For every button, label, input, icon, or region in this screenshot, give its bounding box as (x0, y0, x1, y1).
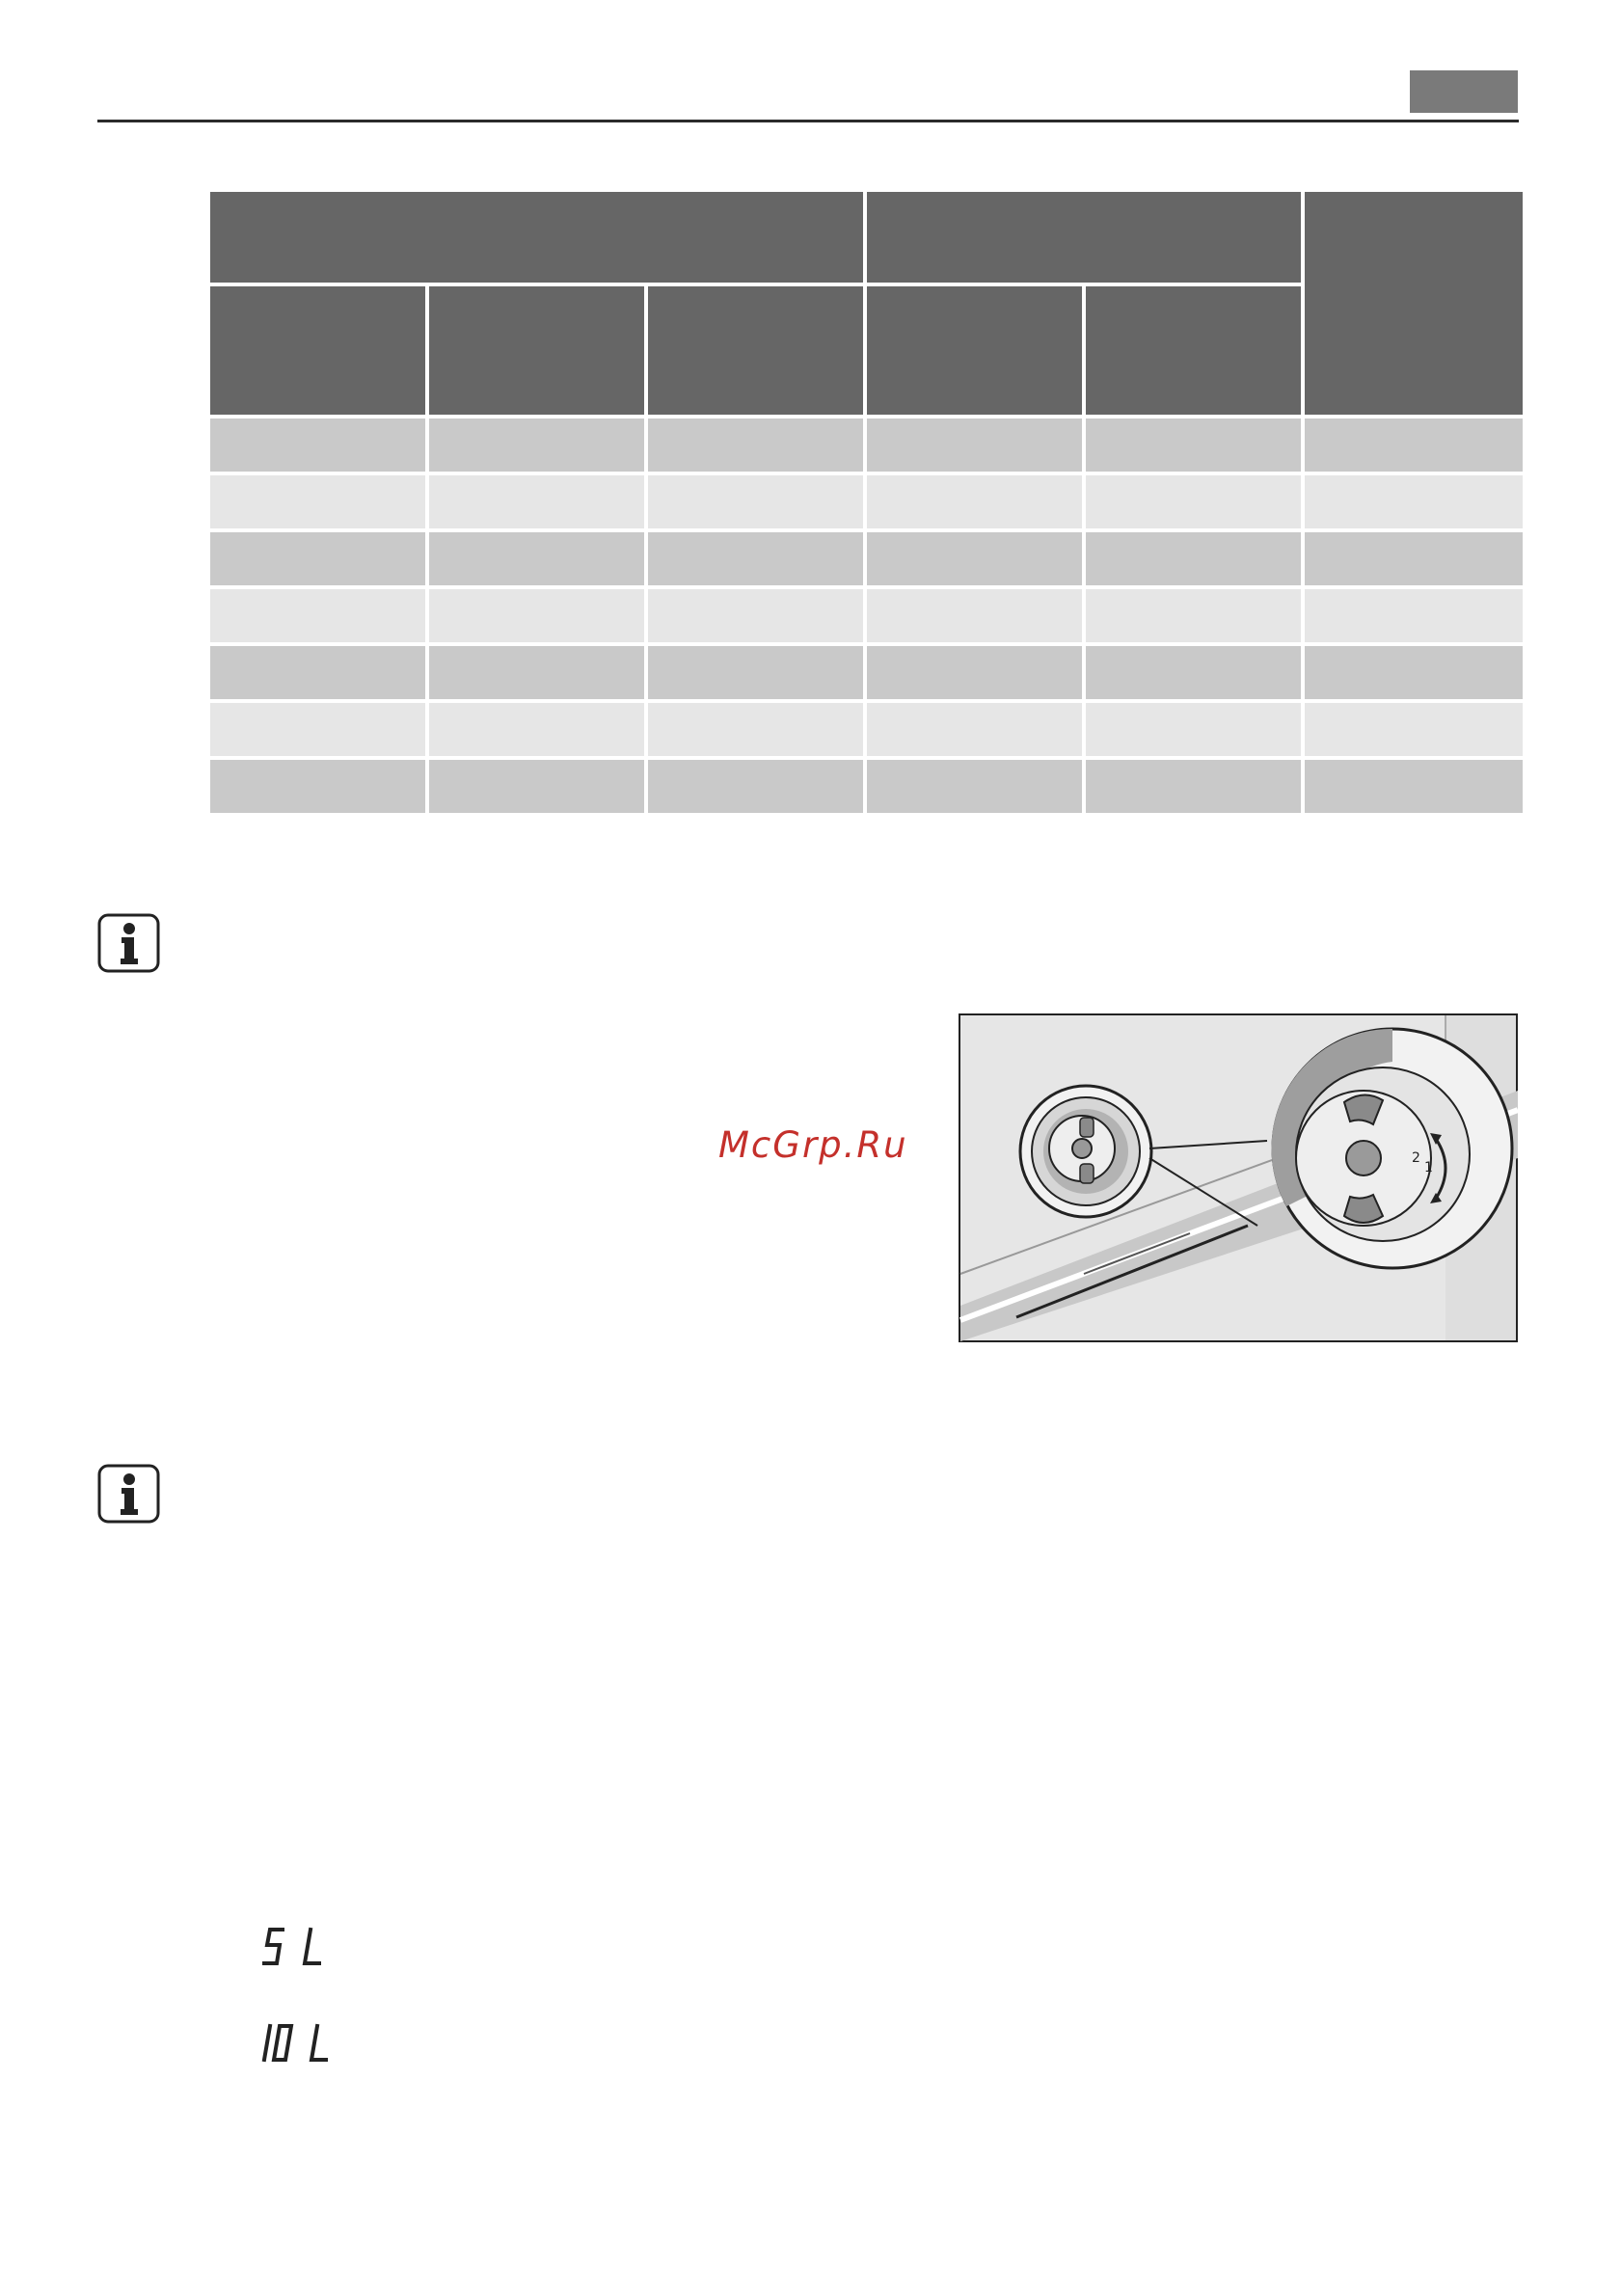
table-cell (429, 703, 644, 756)
info-icon (97, 1464, 160, 1524)
table-header-cell (210, 286, 425, 415)
table-cell (210, 760, 425, 813)
table-cell (1305, 760, 1523, 813)
table-header-cell (648, 286, 863, 415)
water-hardness-table (206, 188, 1526, 817)
table-cell (1305, 703, 1523, 756)
table-cell (1086, 589, 1301, 642)
water-softener-dial-illustration (959, 1013, 1518, 1342)
table-cell (429, 532, 644, 585)
table-cell (648, 589, 863, 642)
table-cell (648, 703, 863, 756)
table-cell (648, 760, 863, 813)
table-header-cell (867, 286, 1082, 415)
table-cell (1305, 475, 1523, 528)
table-row (210, 703, 1523, 756)
table-cell (1086, 646, 1301, 699)
table-cell (429, 589, 644, 642)
table-cell (1305, 532, 1523, 585)
table-cell (867, 760, 1082, 813)
table-cell (1086, 760, 1301, 813)
table-row (210, 646, 1523, 699)
info-icon (97, 913, 160, 973)
dial-mark-2: 2 (1412, 1150, 1420, 1166)
table-cell (1086, 532, 1301, 585)
table-cell (867, 703, 1082, 756)
table-cell (648, 419, 863, 472)
header-rule (97, 120, 1519, 122)
table-cell (210, 589, 425, 642)
table-cell (210, 475, 425, 528)
table-header-cell (1086, 286, 1301, 415)
magnified-dial (1272, 1029, 1512, 1268)
table-row (210, 760, 1523, 813)
table-cell (867, 475, 1082, 528)
table-cell (210, 532, 425, 585)
watermark: McGrp.Ru (718, 1124, 908, 1166)
table-cell (1086, 419, 1301, 472)
table-cell (648, 646, 863, 699)
table-cell (1305, 419, 1523, 472)
table-cell (867, 589, 1082, 642)
table-header-row (210, 192, 1523, 283)
table-cell (210, 646, 425, 699)
table-header-cell (1305, 192, 1523, 415)
table-header-group (210, 192, 863, 283)
table-cell (1305, 589, 1523, 642)
table-cell (210, 419, 425, 472)
table-cell (429, 475, 644, 528)
display-code-10L (261, 2023, 338, 2066)
table-row (210, 419, 1523, 472)
display-code-5L (261, 1927, 329, 1970)
table-cell (429, 760, 644, 813)
table-header-cell (429, 286, 644, 415)
table-cell (867, 532, 1082, 585)
table-cell (429, 646, 644, 699)
table-row (210, 532, 1523, 585)
table-cell (648, 475, 863, 528)
table-cell (648, 532, 863, 585)
table-cell (1086, 475, 1301, 528)
table-row (210, 475, 1523, 528)
table-header-group (867, 192, 1301, 283)
page-language-tab (1410, 70, 1518, 113)
table-row (210, 589, 1523, 642)
table-cell (429, 419, 644, 472)
table-cell (1305, 646, 1523, 699)
table-cell (210, 703, 425, 756)
table-cell (867, 419, 1082, 472)
dial-mark-1: 1 (1424, 1160, 1433, 1175)
small-dial (1020, 1086, 1151, 1217)
table-cell (1086, 703, 1301, 756)
table-cell (867, 646, 1082, 699)
